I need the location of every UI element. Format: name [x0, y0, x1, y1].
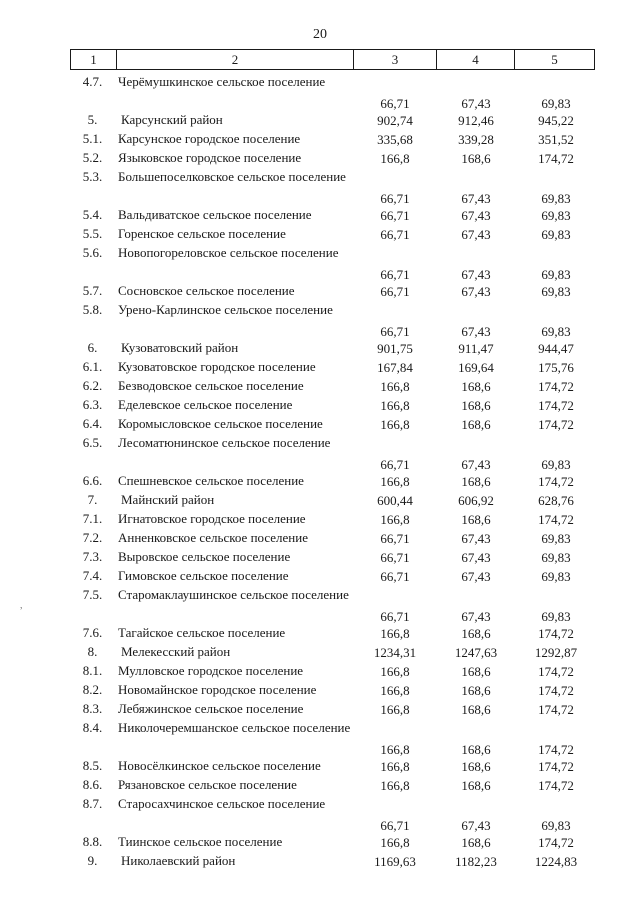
row-number: 5.3.	[82, 169, 103, 184]
row-value-col-3: 1169,63	[374, 854, 416, 869]
table-row	[0, 491, 640, 510]
table-row	[0, 415, 640, 434]
row-value-col-5: 174,72	[538, 759, 574, 774]
row-name: Майнский район	[121, 492, 215, 507]
row-name: Еделевское сельское поселение	[118, 397, 293, 412]
header-col-1: 1	[90, 52, 97, 67]
row-name: Спешневское сельское поселение	[118, 473, 304, 488]
row-value-col-3: 66,71	[380, 609, 410, 624]
row-name: Николаевский район	[121, 853, 236, 868]
row-value-col-4: 339,28	[458, 132, 494, 147]
row-number: 5.5.	[82, 226, 103, 241]
row-value-col-5: 69,83	[541, 569, 571, 584]
row-value-col-4: 168,6	[461, 626, 491, 641]
row-value-col-4: 67,43	[461, 531, 491, 546]
row-value-col-4: 1182,23	[455, 854, 497, 869]
row-name: Большепоселковское сельское поселение	[118, 169, 346, 184]
row-value-col-4: 67,43	[461, 457, 491, 472]
table-row	[0, 681, 640, 700]
row-name: Урено-Карлинское сельское поселение	[118, 302, 333, 317]
row-value-col-5: 69,83	[541, 191, 571, 206]
row-value-col-5: 628,76	[538, 493, 574, 508]
row-value-col-5: 174,72	[538, 835, 574, 850]
row-value-col-4: 606,92	[458, 493, 494, 508]
row-number: 8.3.	[82, 701, 103, 716]
row-value-col-5: 174,72	[538, 151, 574, 166]
row-value-col-5: 69,83	[541, 96, 571, 111]
row-number: 8.5.	[82, 758, 103, 773]
table-row	[0, 225, 640, 244]
table-row	[0, 358, 640, 377]
row-name: Карсунское городское поселение	[118, 131, 301, 146]
row-value-col-3: 1234,31	[373, 645, 417, 660]
row-value-col-3: 166,8	[380, 474, 410, 489]
row-value-col-3: 66,71	[380, 818, 410, 833]
row-number: 5.	[87, 112, 98, 127]
row-number: 8.7.	[82, 796, 103, 811]
row-value-col-5: 69,83	[541, 609, 571, 624]
table-row	[0, 776, 640, 795]
row-number: 6.3.	[82, 397, 103, 412]
row-value-col-5: 174,72	[538, 626, 574, 641]
row-value-col-4: 168,6	[461, 417, 491, 432]
row-name: Лебяжинское сельское поселение	[118, 701, 304, 716]
row-value-col-4: 67,43	[461, 609, 491, 624]
row-number: 5.6.	[82, 245, 103, 260]
table-row	[0, 339, 640, 358]
table-row	[0, 757, 640, 776]
table-row	[0, 130, 640, 149]
row-number: 7.5.	[82, 587, 103, 602]
row-value-col-5: 69,83	[541, 227, 571, 242]
row-value-col-5: 69,83	[541, 208, 571, 223]
header-col-5: 5	[514, 50, 594, 69]
row-name: Безводовское сельское поселение	[118, 378, 304, 393]
row-name: Выровское сельское поселение	[118, 549, 291, 564]
row-value-col-3: 166,8	[380, 778, 410, 793]
row-value-col-3: 901,75	[377, 341, 413, 356]
row-number: 6.2.	[82, 378, 103, 393]
row-value-col-4: 168,6	[461, 683, 491, 698]
row-value-col-3: 902,74	[377, 113, 413, 128]
table-row	[0, 567, 640, 586]
row-value-col-5: 1224,83	[534, 854, 578, 869]
row-value-col-4: 168,6	[461, 512, 491, 527]
table-row	[0, 548, 640, 567]
row-value-col-4: 168,6	[461, 474, 491, 489]
table-body	[0, 73, 640, 871]
row-value-col-4: 168,6	[461, 151, 491, 166]
row-value-col-4: 67,43	[461, 191, 491, 206]
row-value-col-3: 166,8	[380, 702, 410, 717]
row-value-col-3: 66,71	[380, 227, 410, 242]
row-number: 6.6.	[82, 473, 103, 488]
header-col-2: 2	[116, 50, 353, 69]
row-value-col-4: 67,43	[461, 267, 491, 282]
row-value-col-3: 66,71	[380, 531, 410, 546]
row-value-col-5: 69,83	[541, 284, 571, 299]
row-value-col-3: 166,8	[380, 759, 410, 774]
row-value-col-5: 1292,87	[534, 645, 578, 660]
table-row	[0, 73, 640, 111]
header-col-4: 4	[436, 50, 514, 69]
row-name: Новопогореловское сельское поселение	[118, 245, 339, 260]
row-name: Черёмушкинское сельское поселение	[118, 74, 326, 89]
row-value-col-4: 67,43	[461, 569, 491, 584]
row-name: Лесоматюнинское сельское поселение	[118, 435, 331, 450]
row-value-col-5: 174,72	[538, 702, 574, 717]
row-name: Мелекесский район	[121, 644, 231, 659]
table-row	[0, 149, 640, 168]
table-row	[0, 700, 640, 719]
row-value-col-5: 174,72	[538, 778, 574, 793]
row-value-col-4: 912,46	[458, 113, 494, 128]
row-name: Игнатовское городское поселение	[118, 511, 306, 526]
row-name: Тагайское сельское поселение	[118, 625, 286, 640]
row-name: Новомайнское городское поселение	[118, 682, 317, 697]
row-value-col-5: 351,52	[538, 132, 574, 147]
row-value-col-4: 67,43	[461, 324, 491, 339]
row-number: 7.6.	[82, 625, 103, 640]
row-name: Рязановское сельское поселение	[118, 777, 297, 792]
row-value-col-4: 168,6	[461, 778, 491, 793]
row-value-col-5: 174,72	[538, 512, 574, 527]
row-value-col-3: 66,71	[380, 569, 410, 584]
row-number: 6.1.	[82, 359, 103, 374]
row-value-col-4: 67,43	[461, 208, 491, 223]
row-value-col-3: 166,8	[380, 398, 410, 413]
row-number: 7.1.	[82, 511, 103, 526]
row-value-col-4: 168,6	[461, 835, 491, 850]
table-row	[0, 624, 640, 643]
page-number: 20	[313, 27, 327, 42]
row-number: 9.	[87, 853, 98, 868]
row-name: Горенское сельское поселение	[118, 226, 286, 241]
table-row	[0, 396, 640, 415]
row-value-col-5: 174,72	[538, 664, 574, 679]
row-value-col-3: 166,8	[380, 626, 410, 641]
table-row	[0, 510, 640, 529]
row-value-col-4: 67,43	[461, 96, 491, 111]
row-value-col-3: 166,8	[380, 835, 410, 850]
row-number: 6.5.	[82, 435, 103, 450]
table-row	[0, 377, 640, 396]
row-name: Языковское городское поселение	[118, 150, 302, 165]
row-number: 8.4.	[82, 720, 103, 735]
table-row	[0, 795, 640, 833]
row-value-col-3: 167,84	[377, 360, 413, 375]
row-value-col-3: 66,71	[380, 191, 410, 206]
row-value-col-5: 174,72	[538, 398, 574, 413]
table-row	[0, 111, 640, 130]
row-number: 6.4.	[82, 416, 103, 431]
row-value-col-3: 66,71	[380, 208, 410, 223]
row-value-col-3: 66,71	[380, 324, 410, 339]
row-value-col-5: 944,47	[538, 341, 574, 356]
row-number: 8.1.	[82, 663, 103, 678]
row-name: Николочеремшанское сельское поселение	[118, 720, 351, 735]
row-number: 8.6.	[82, 777, 103, 792]
row-value-col-3: 66,71	[380, 96, 410, 111]
row-value-col-4: 168,6	[461, 398, 491, 413]
header-col-3: 3	[353, 50, 436, 69]
row-name: Старомаклаушинское сельское поселение	[118, 587, 349, 602]
row-value-col-5: 945,22	[538, 113, 574, 128]
row-name: Старосахчинское сельское поселение	[118, 796, 326, 811]
row-value-col-3: 166,8	[380, 683, 410, 698]
row-number: 5.7.	[82, 283, 103, 298]
row-value-col-5: 175,76	[538, 360, 574, 375]
table-row	[0, 852, 640, 871]
row-name: Новосёлкинское сельское поселение	[118, 758, 321, 773]
row-value-col-5: 69,83	[541, 324, 571, 339]
table-row	[0, 472, 640, 491]
row-name: Карсунский район	[121, 112, 223, 127]
row-name: Сосновское сельское поселение	[118, 283, 295, 298]
table-row	[0, 206, 640, 225]
row-value-col-3: 66,71	[380, 267, 410, 282]
row-value-col-4: 67,43	[461, 818, 491, 833]
row-name: Вальдиватское сельское поселение	[118, 207, 312, 222]
row-number: 7.4.	[82, 568, 103, 583]
row-number: 7.	[87, 492, 98, 507]
row-name: Кузоватовский район	[121, 340, 239, 355]
row-value-col-4: 1247,63	[454, 645, 498, 660]
row-value-col-4: 168,6	[461, 759, 491, 774]
row-value-col-3: 66,71	[380, 550, 410, 565]
table-row	[0, 301, 640, 339]
row-value-col-5: 174,72	[538, 742, 574, 757]
row-value-col-4: 168,6	[461, 379, 491, 394]
row-number: 7.2.	[82, 530, 103, 545]
row-name: Анненковское сельское поселение	[118, 530, 308, 545]
row-value-col-5: 174,72	[538, 417, 574, 432]
table-header	[70, 49, 595, 70]
row-number: 8.8.	[82, 834, 103, 849]
table-row	[0, 434, 640, 472]
row-value-col-3: 66,71	[380, 284, 410, 299]
row-number: 8.2.	[82, 682, 103, 697]
table-row	[0, 833, 640, 852]
table-row	[0, 282, 640, 301]
row-name: Мулловское городское поселение	[118, 663, 304, 678]
row-value-col-3: 166,8	[380, 417, 410, 432]
row-name: Коромысловское сельское поселение	[118, 416, 323, 431]
row-value-col-5: 69,83	[541, 531, 571, 546]
row-value-col-3: 600,44	[377, 493, 413, 508]
row-value-col-4: 67,43	[461, 227, 491, 242]
row-number: 7.3.	[82, 549, 103, 564]
row-value-col-5: 69,83	[541, 267, 571, 282]
row-value-col-5: 174,72	[538, 683, 574, 698]
table-row	[0, 168, 640, 206]
table-row	[0, 244, 640, 282]
row-value-col-3: 166,8	[380, 664, 410, 679]
row-number: 5.4.	[82, 207, 103, 222]
row-value-col-4: 67,43	[461, 550, 491, 565]
row-number: 6.	[87, 340, 98, 355]
row-name: Кузоватовское городское поселение	[118, 359, 316, 374]
row-value-col-4: 168,6	[461, 742, 491, 757]
row-value-col-3: 166,8	[380, 512, 410, 527]
row-number: 5.8.	[82, 302, 103, 317]
row-value-col-5: 69,83	[541, 550, 571, 565]
row-value-col-4: 168,6	[461, 702, 491, 717]
table-row	[0, 643, 640, 662]
row-value-col-3: 166,8	[380, 742, 410, 757]
table-row	[0, 529, 640, 548]
row-value-col-3: 166,8	[380, 151, 410, 166]
row-value-col-5: 69,83	[541, 818, 571, 833]
row-number: 5.2.	[82, 150, 103, 165]
row-value-col-3: 66,71	[380, 457, 410, 472]
row-value-col-4: 169,64	[458, 360, 494, 375]
row-value-col-4: 911,47	[458, 341, 494, 356]
row-name: Тиинское сельское поселение	[118, 834, 283, 849]
row-value-col-5: 69,83	[541, 457, 571, 472]
table-row	[0, 719, 640, 757]
row-value-col-3: 335,68	[377, 132, 413, 147]
row-name: Гимовское сельское поселение	[118, 568, 289, 583]
table-row	[0, 586, 640, 624]
row-value-col-4: 168,6	[461, 664, 491, 679]
row-number: 4.7.	[82, 74, 103, 89]
row-value-col-5: 174,72	[538, 379, 574, 394]
table-row	[0, 662, 640, 681]
row-value-col-3: 166,8	[380, 379, 410, 394]
row-value-col-5: 174,72	[538, 474, 574, 489]
margin-mark: ,	[20, 600, 23, 611]
row-number: 8.	[87, 644, 98, 659]
row-value-col-4: 67,43	[461, 284, 491, 299]
row-number: 5.1.	[82, 131, 103, 146]
